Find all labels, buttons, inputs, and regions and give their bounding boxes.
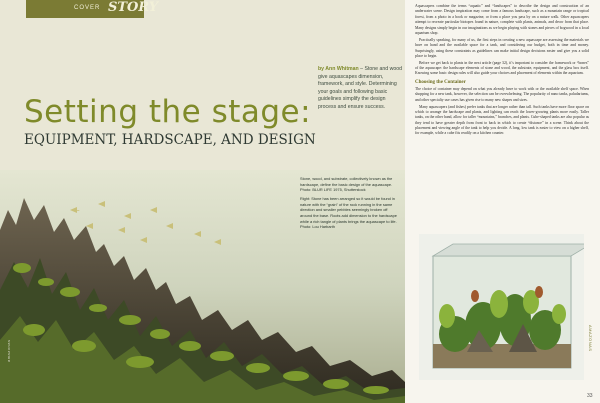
body-column: [415, 4, 589, 138]
byline-dek: [318, 66, 404, 111]
tank-photo: [419, 234, 584, 380]
body-paragraph-1: Aquascapers combine the terms “aquatic” and “landscapes” to describe the design and construction of an underwater scene. Design inspiration may come from a famous landscape, such as a mountain range or tropical forest, from a photo in a book or magazine, or from a place you pass by on a nature walk. Other aquascapers attempt to recreate particular biotopes found in nature, complete with plants, animals, and decor from that place. Many designs simply begin in our imaginations as we begin playing with stones and pieces of bogwood in a local aquarium shop.: [415, 4, 589, 35]
page-number: 33: [587, 393, 593, 399]
body-paragraph-5: Many aquascapers (and fishes) prefer tanks that are longer rather than tall. Such tanks have more floor space on which to arrange the hardscape and plants, and lighting can reach the lower-growing plants more easily. Taller tanks, on the other hand, allow for taller “mountains,” branches, and plants. Cube-shaped tanks are also popular as they tend to have greater depth from front to back in which to create “distance” in a scene. Think about the placement and viewing angle of the tank to help you decide. A long, low tank is easier to view on a higher shelf, for example, while a cube fits readily on a kitchen counter.: [415, 104, 589, 136]
section-heading: Choosing the Container: [415, 79, 466, 85]
section-label-cover: COVER: [74, 5, 101, 11]
folio-left-label: amazonas: [6, 339, 11, 362]
body-paragraph-2: Practically speaking, for many of us, the first steps in creating a new aquascape are assessing the materials we have on hand and the available space for a tank, and considering our budget, both in time and money. Surprisingly, using these constraints as guidelines can make initial design decisions easier and give you a solid place to begin.: [415, 37, 589, 58]
article-title: Setting the stage:: [24, 94, 312, 130]
body-paragraph-3: Before we get back to plants in the next article (page 32), it’s important to consider the framework or “bones” of the aquascape: the hardscape elements of stone and wood, the substrate, equipment, and the glass box itself. Knowing some basic design rules will also guide your choices and placement of elements within the aquarium.: [415, 60, 589, 76]
section-tab: [26, 0, 159, 18]
right-page: [405, 0, 600, 403]
magazine-side-label: AMAZONAS: [588, 325, 593, 352]
byline-dash: –: [358, 66, 365, 72]
photo-captions: [300, 176, 400, 233]
caption-main: Stone, wood, and substrate, collectively known as the hardscape, define the basic design of the aquascape. Photo: BLUR LIFE 1975, Shutterstock: [300, 176, 393, 193]
byline-author: by Ann Whitman: [318, 66, 359, 72]
section-label-story: STORY: [108, 0, 159, 15]
caption-secondary: Right: Stone has been arranged so it would be found in nature with the “grain” of the rock running in the same direction and smaller pebbles seemingly broken off around the base. Roots add dimension to the hardscape while a rich tangle of plants brings the aquascape to life. Photo: Lou Harbarth: [300, 195, 397, 230]
body-paragraph-4: The choice of container may depend on what you already have to work with or the available shelf space. When shopping for a new tank, however, the selection can be overwhelming. The popularity of nano tanks, paludariums, and other specialty use cases has given rise to many new shapes and sizes.: [415, 86, 589, 102]
article-subtitle: EQUIPMENT, HARDSCAPE, AND DESIGN: [24, 132, 316, 148]
byline-dek-text: Stone and wood give aquascapes dimension, framework, and style. Determining your goals and following basic guidelines simplify the design process and ensure success.: [318, 66, 403, 110]
